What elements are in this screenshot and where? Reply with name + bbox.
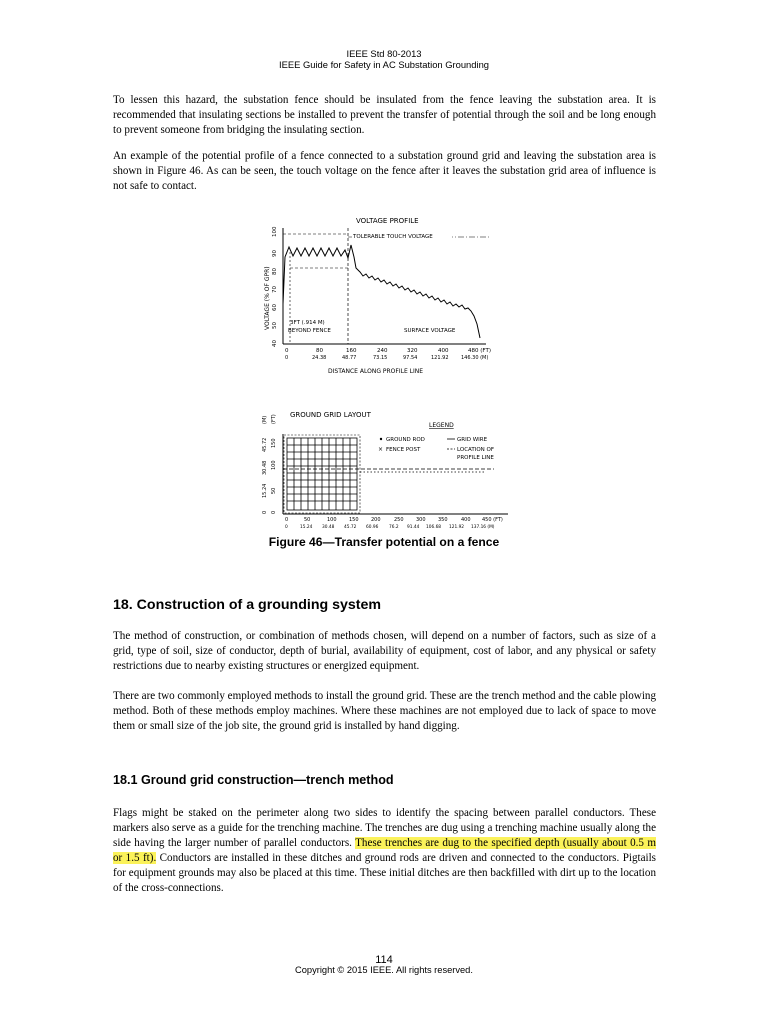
section-18-1-heading: 18.1 Ground grid construction—trench method: [113, 773, 394, 787]
layout-xtick-m-91: 91.44: [407, 525, 420, 530]
xtick-m-24: 24.38: [312, 355, 327, 361]
paragraph-two-methods: There are two commonly employed methods to install the ground grid. These are the trench method and the cable plowing method. Both of these methods employ machines. Where these machines are not employed due to lack of space to move them or small size of the job site, the ground grid is installed by hand digging.: [113, 690, 656, 732]
ytick-50: 50: [272, 322, 278, 329]
layout-ytick-m-0: 0: [262, 510, 268, 514]
profile-title: VOLTAGE PROFILE: [356, 217, 419, 225]
layout-xtick-ft-100: 100: [327, 517, 337, 523]
xtick-ft-80: 80: [316, 348, 323, 354]
ytick-40: 40: [272, 340, 278, 347]
figure-caption: Figure 46—Transfer potential on a fence: [268, 535, 500, 549]
layout-xtick-ft-450: 450 (FT): [482, 517, 503, 523]
layout-ytick-ft-150: 150: [271, 438, 277, 448]
layout-xtick-ft-150: 150: [349, 517, 359, 523]
layout-ytick-ft-100: 100: [271, 460, 277, 470]
header-standard: IEEE Std 80-2013: [346, 48, 422, 59]
figure-46: [256, 212, 518, 530]
layout-title: GROUND GRID LAYOUT: [290, 411, 371, 419]
paragraph-fence-hazard: To lessen this hazard, the substation fence should be insulated from the fence leaving the substation area. It is recommended that insulating sections be installed to prevent the transfer of potential through the soil and be long enough to prevent someone from bridging the insulating section.: [113, 94, 656, 136]
layout-xtick-m-45: 45.72: [344, 525, 357, 530]
layout-ytick-ft-0: 0: [271, 510, 277, 514]
layout-xtick-m-106: 106.68: [426, 525, 442, 530]
label-surface-voltage: SURFACE VOLTAGE: [404, 328, 456, 334]
layout-xtick-ft-400: 400: [461, 517, 471, 523]
header-guide-title: IEEE Guide for Safety in AC Substation Grounding: [278, 59, 490, 70]
layout-xtick-ft-350: 350: [438, 517, 448, 523]
legend-fence-post-mark: ×: [378, 446, 384, 453]
highlighted-text: These trenches are dug to the specified depth (usually about 0.5 m or 1.5 ft).: [113, 837, 656, 864]
layout-xtick-ft-200: 200: [371, 517, 381, 523]
layout-xtick-m-60: 60.96: [366, 525, 379, 530]
legend-ground-rod: GROUND ROD: [386, 437, 425, 443]
label-3ft-beyond: 3FT (.914 M): [290, 320, 325, 326]
label-tolerable-touch-voltage: TOLERABLE TOUCH VOLTAGE: [353, 234, 433, 240]
xtick-ft-0: 0: [285, 348, 289, 354]
profile-xlabel: DISTANCE ALONG PROFILE LINE: [328, 368, 424, 375]
legend-fence-post: FENCE POST: [386, 447, 421, 453]
xtick-ft-400: 400: [438, 348, 449, 354]
layout-xtick-ft-300: 300: [416, 517, 426, 523]
xtick-m-146: 146.30 (M): [461, 355, 489, 361]
ytick-100: 100: [272, 226, 278, 237]
layout-ytick-m-30: 30.48: [262, 460, 268, 475]
xtick-m-48: 48.77: [342, 355, 357, 361]
xtick-ft-240: 240: [377, 348, 388, 354]
layout-xtick-ft-0: 0: [285, 517, 289, 523]
label-beyond-fence: BEYOND FENCE: [288, 328, 331, 334]
layout-yunit-m: (M): [262, 415, 268, 424]
paragraph-figure-reference: An example of the potential profile of a fence connected to a substation ground grid and leaving the substation area is shown in Figure 46. As can be seen, the touch voltage on the fence after it leaves the substation grid area of influence is not safe to contact.: [113, 150, 656, 192]
ytick-60: 60: [272, 304, 278, 311]
layout-xtick-m-15: 15.24: [300, 525, 313, 530]
legend-grid-wire: GRID WIRE: [457, 437, 488, 443]
section-18-heading: 18. Construction of a grounding system: [113, 597, 382, 613]
layout-xtick-m-121: 121.92: [449, 525, 465, 530]
xtick-m-97: 97.54: [403, 355, 418, 361]
ground-grid-layout-chart: [262, 411, 508, 530]
trench-text-after: Conductors are installed in these ditches and ground rods are driven and connected to the conductors. Pigtails for equipment grounds may also be placed at this time. These initial ditches are then backfilled with dirt up to the location of the cross-connections.: [113, 852, 656, 894]
layout-yunit-ft: (FT): [271, 414, 277, 424]
xtick-m-121: 121.92: [431, 355, 449, 361]
xtick-ft-160: 160: [346, 348, 357, 354]
ytick-90: 90: [272, 250, 278, 257]
legend-profile-line: PROFILE LINE: [457, 455, 494, 461]
layout-xtick-m-30: 30.48: [322, 525, 335, 530]
layout-ytick-m-45: 45.72: [262, 437, 268, 452]
layout-ytick-ft-50: 50: [271, 487, 277, 494]
layout-ytick-m-15: 15.24: [262, 483, 268, 498]
paragraph-trench-method: [113, 806, 656, 896]
xtick-m-0: 0: [285, 355, 289, 361]
xtick-ft-320: 320: [407, 348, 418, 354]
ytick-80: 80: [272, 268, 278, 275]
layout-xtick-ft-50: 50: [304, 517, 311, 523]
page-number: 114: [375, 954, 393, 966]
voltage-profile-chart: [264, 217, 491, 375]
paragraph-construction-method: The method of construction, or combination of methods chosen, will depend on a number of factors, such as size of a grid, type of soil, size of conductor, depth of burial, availability of equipment, cost of labor, and any physical or safety restrictions due to nearby existing structures or energized equipment.: [113, 630, 656, 672]
layout-xtick-m-76: 76.2: [389, 525, 399, 530]
layout-xtick-m-0: 0: [285, 525, 288, 530]
copyright: Copyright © 2015 IEEE. All rights reserved.: [295, 965, 473, 975]
trench-text-before: Flags might be staked on the perimeter along two sides to identify the spacing between parallel conductors. These markers also serve as a guide for the trenching machine. The trenches are dug using a trenching machine usually along the side having the larger number of parallel conductors.: [113, 807, 656, 849]
xtick-m-73: 73.15: [373, 355, 388, 361]
xtick-ft-480: 480 (FT): [468, 348, 491, 354]
layout-xtick-m-137: 137.16 (M): [471, 525, 495, 530]
legend-location: LOCATION OF: [457, 447, 495, 453]
layout-xtick-ft-250: 250: [394, 517, 404, 523]
profile-ylabel: VOLTAGE (% OF GPR): [264, 266, 271, 330]
legend-title: LEGEND: [429, 422, 454, 429]
ytick-70: 70: [272, 286, 278, 293]
